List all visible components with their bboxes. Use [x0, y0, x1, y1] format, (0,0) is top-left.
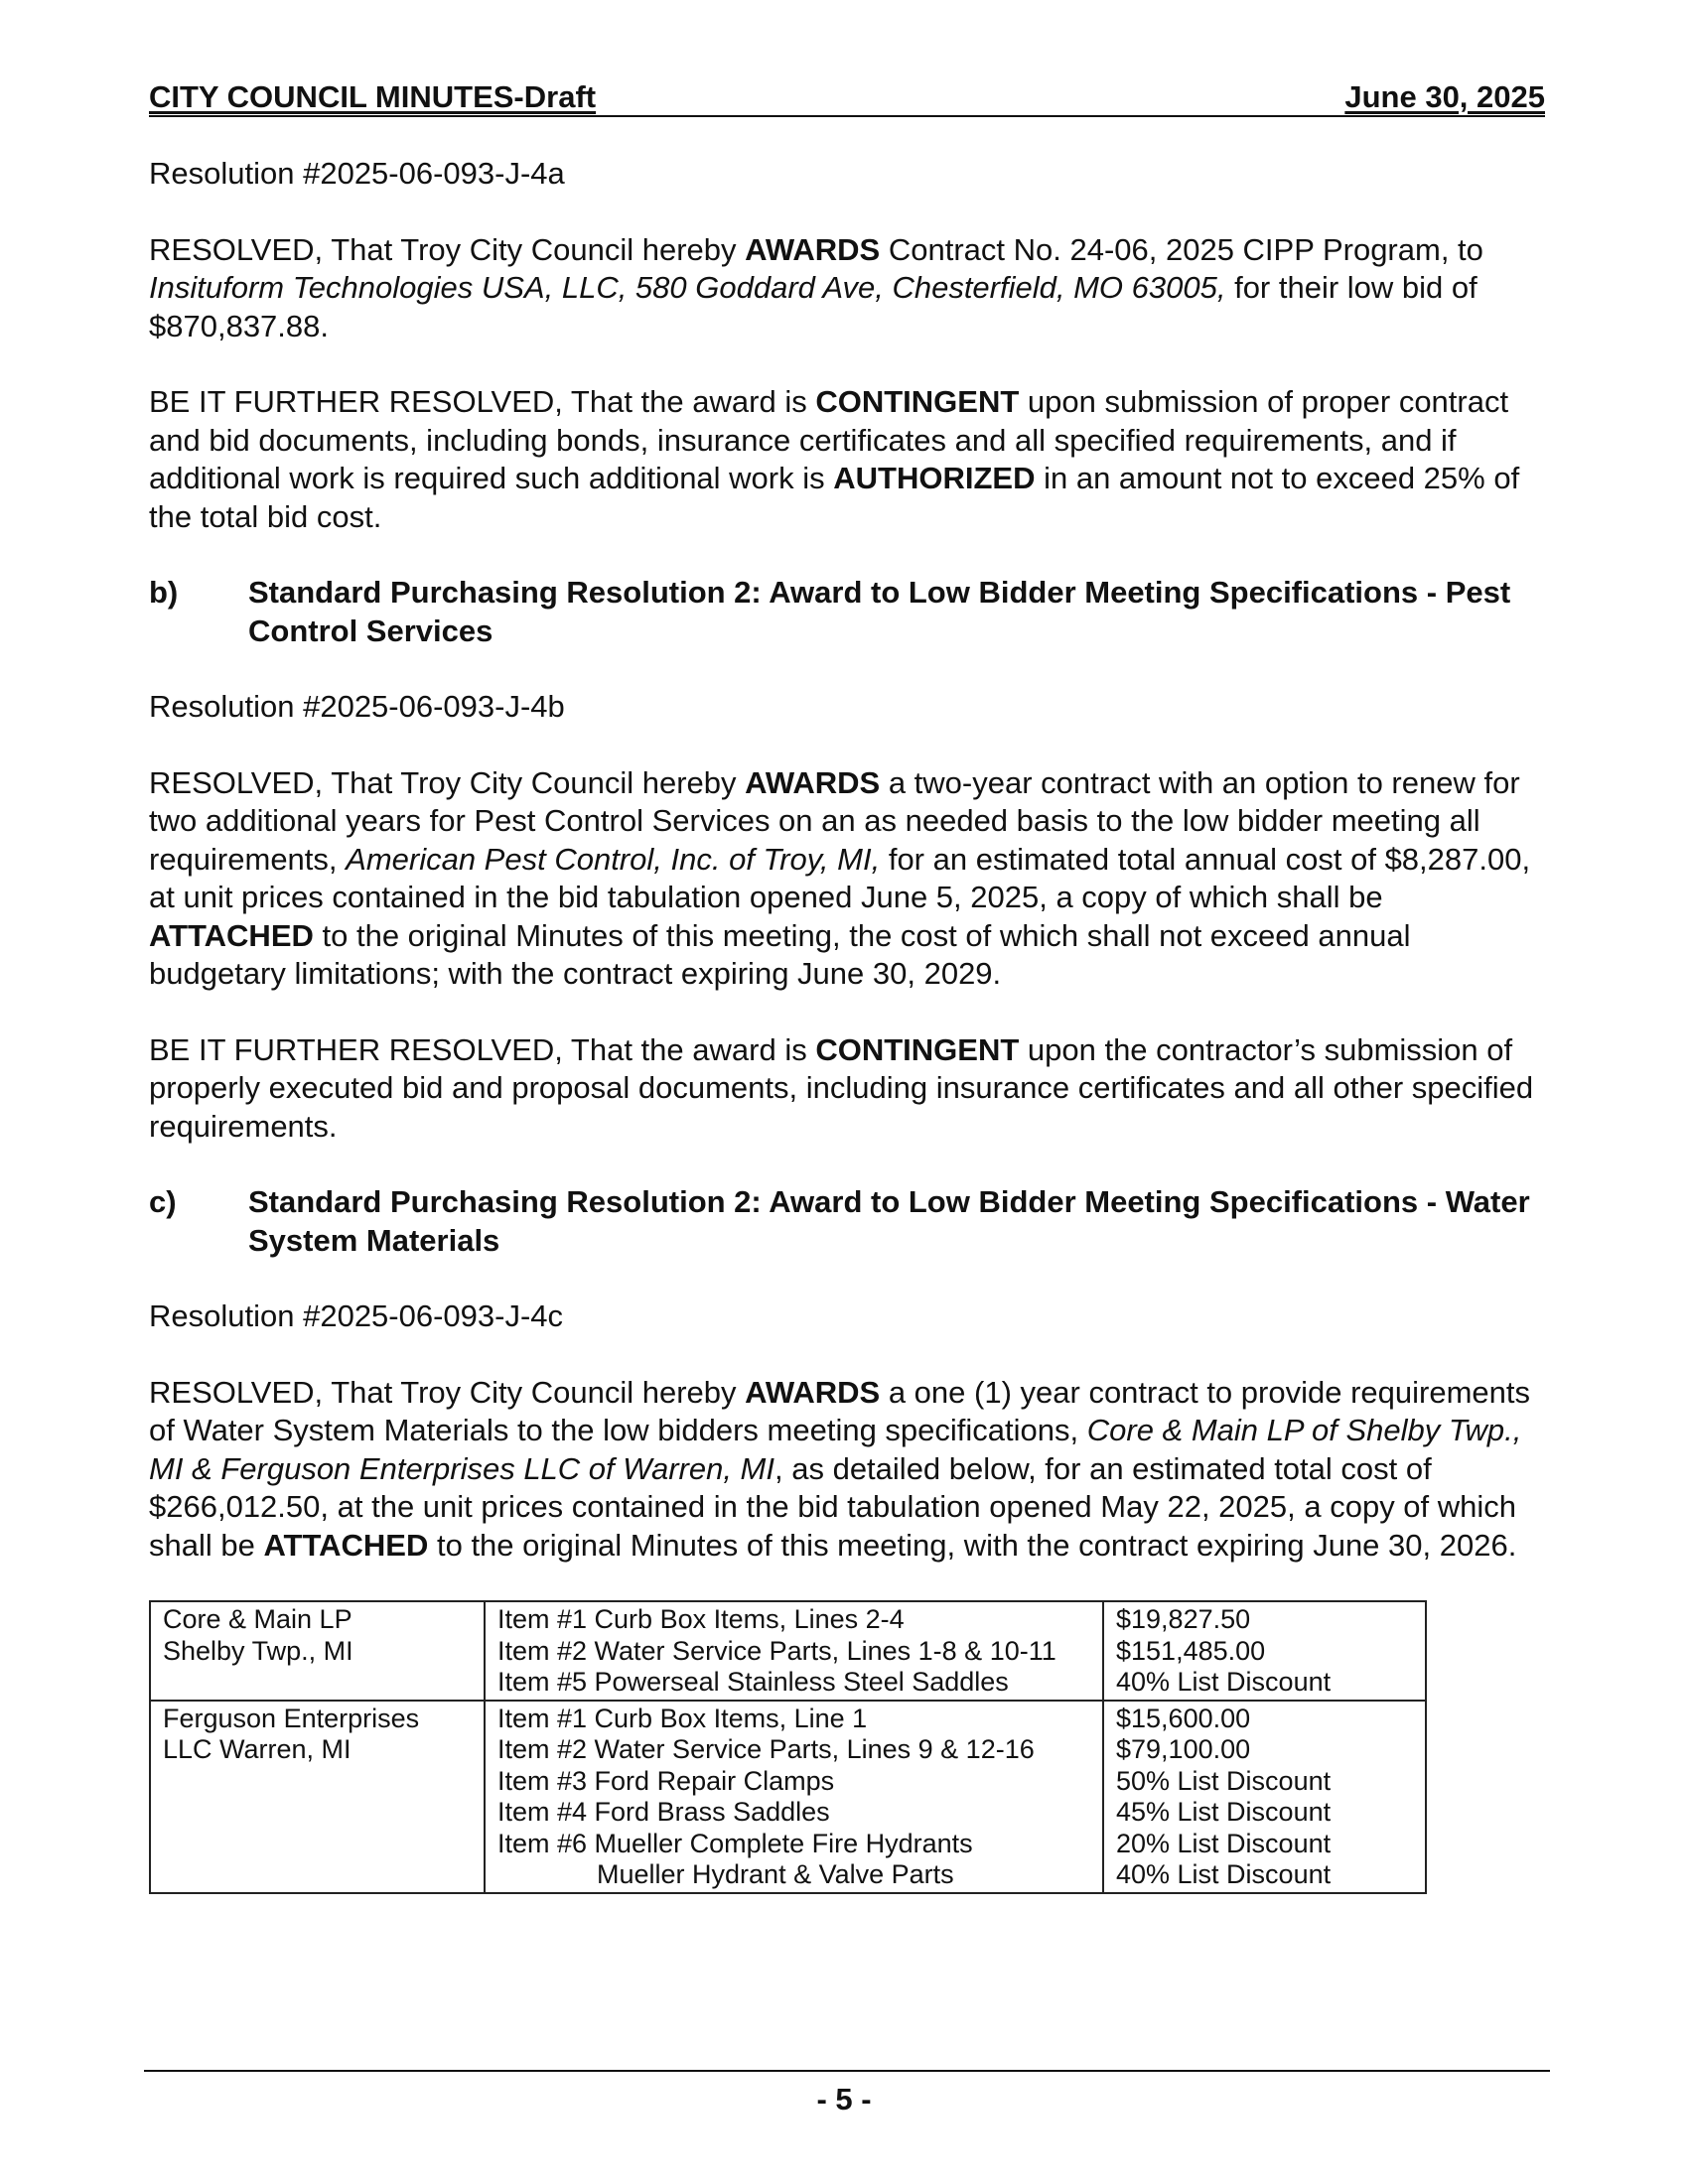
amount-line: $79,100.00 — [1116, 1734, 1251, 1764]
text-run: , as detailed below, for an estimated total cost of $266,012.50, at the unit prices contained in the bid tabulation opened May 22, 2025, a copy of which shall be — [149, 1450, 1517, 1563]
item-line: Item #5 Powerseal Stainless Steel Saddles — [497, 1667, 1009, 1697]
text-run: RESOLVED, That Troy City Council hereby — [149, 1374, 746, 1410]
table-row — [150, 1701, 1426, 1893]
vendor-line: Core & Main LP — [163, 1604, 352, 1634]
amount-line: 50% List Discount — [1116, 1765, 1332, 1796]
emphasis-awards: AWARDS — [745, 764, 881, 800]
emphasis-contingent: CONTINGENT — [815, 1031, 1020, 1067]
section-heading-b — [149, 574, 1551, 650]
text-run: for their low bid of $870,837.88. — [149, 270, 1477, 343]
document-body — [149, 155, 1551, 1894]
text-run: BE IT FURTHER RESOLVED, That the award is — [149, 384, 816, 419]
emphasis-contingent: CONTINGENT — [815, 384, 1020, 419]
amount-line: 45% List Discount — [1116, 1797, 1332, 1827]
emphasis-attached: ATTACHED — [149, 917, 314, 953]
text-run: BE IT FURTHER RESOLVED, That the award is — [149, 1031, 816, 1067]
amount-line: 40% List Discount — [1116, 1667, 1332, 1697]
amount-line: $15,600.00 — [1116, 1703, 1251, 1733]
page-header — [149, 79, 1545, 117]
page-number: - 5 - — [816, 2082, 872, 2116]
section-heading-c — [149, 1183, 1551, 1260]
item-line: Item #4 Ford Brass Saddles — [497, 1797, 830, 1827]
item-line: Item #2 Water Service Parts, Lines 1-8 & 10-11 — [497, 1635, 1056, 1666]
emphasis-awards: AWARDS — [745, 231, 881, 267]
amounts-cell — [1103, 1701, 1426, 1893]
resolution-b-further — [149, 1031, 1551, 1147]
header-date: June 30, 2025 — [1344, 79, 1545, 114]
text-run: a two-year contract with an option to renew for two additional years for Pest Control Services on an as needed basis to the low bidder meeting all requirements, — [149, 764, 1520, 877]
item-line: Item #1 Curb Box Items, Line 1 — [497, 1703, 868, 1733]
footer-rule — [144, 2070, 1550, 2072]
resolution-b-resolved — [149, 764, 1551, 994]
text-run: upon submission of proper contract and bid documents, including bonds, insurance certificates and all specified requirements, and if additional work is required such additional work is — [149, 384, 1509, 495]
resolution-number-b: Resolution #2025-06-093-J-4b — [149, 689, 565, 724]
contractor-names: Core & Main LP of Shelby Twp., MI & Ferguson Enterprises LLC of Warren, MI — [149, 1413, 1522, 1486]
vendor-line: Shelby Twp., MI — [163, 1635, 353, 1666]
item-line: Item #3 Ford Repair Clamps — [497, 1765, 835, 1796]
text-run: in an amount not to exceed 25% of the total bid cost. — [149, 461, 1520, 534]
amount-line: $151,485.00 — [1116, 1635, 1266, 1666]
text-run: a one (1) year contract to provide requirements of Water System Materials to the low bidders meeting specifications, — [149, 1374, 1530, 1447]
section-letter: b) — [149, 575, 179, 610]
items-cell — [485, 1701, 1103, 1893]
text-run: to the original Minutes of this meeting, with the contract expiring June 30, 2026. — [428, 1527, 1517, 1563]
resolution-c-resolved — [149, 1374, 1551, 1566]
text-run: for an estimated total annual cost of $8,287.00, at unit prices contained in the bid tabulation opened June 5, 2025, a copy of which shall be — [149, 841, 1531, 914]
emphasis-authorized: AUTHORIZED — [833, 461, 1036, 495]
award-table — [149, 1600, 1427, 1894]
section-title: Standard Purchasing Resolution 2: Award to Low Bidder Meeting Specifications - Pest Control Services — [248, 575, 1511, 648]
text-run: Contract No. 24-06, 2025 CIPP Program, to — [880, 231, 1483, 267]
amount-line: $19,827.50 — [1116, 1604, 1251, 1634]
section-letter: c) — [149, 1184, 177, 1219]
amounts-cell — [1103, 1601, 1426, 1701]
header-title: CITY COUNCIL MINUTES-Draft — [149, 79, 597, 114]
vendor-line: LLC Warren, MI — [163, 1734, 352, 1764]
emphasis-awards: AWARDS — [745, 1374, 881, 1410]
amount-line: 20% List Discount — [1116, 1828, 1332, 1858]
emphasis-attached: ATTACHED — [263, 1527, 429, 1563]
vendor-cell — [150, 1701, 485, 1893]
text-run: to the original Minutes of this meeting, the cost of which shall not exceed annual budgetary limitations; with the contract expiring June 30, 2029. — [149, 917, 1411, 991]
vendor-line: Ferguson Enterprises — [163, 1703, 420, 1733]
text-run: RESOLVED, That Troy City Council hereby — [149, 764, 746, 800]
resolution-number-c: Resolution #2025-06-093-J-4c — [149, 1298, 564, 1333]
vendor-cell — [150, 1601, 485, 1701]
item-line: Mueller Hydrant & Valve Parts — [597, 1859, 954, 1889]
item-line: Item #6 Mueller Complete Fire Hydrants — [497, 1828, 973, 1858]
item-line: Item #1 Curb Box Items, Lines 2-4 — [497, 1604, 905, 1634]
text-run: upon the contractor’s submission of properly executed bid and proposal documents, including insurance certificates and all other specified requirements. — [149, 1031, 1534, 1144]
resolution-number-a: Resolution #2025-06-093-J-4a — [149, 156, 565, 191]
resolution-a-further — [149, 383, 1551, 536]
contractor-name: Insituform Technologies USA, LLC, 580 Goddard Ave, Chesterfield, MO 63005, — [149, 270, 1226, 305]
contractor-name: American Pest Control, Inc. of Troy, MI, — [346, 841, 881, 877]
table-row — [150, 1601, 1426, 1701]
resolution-a-resolved — [149, 231, 1551, 346]
section-title: Standard Purchasing Resolution 2: Award to Low Bidder Meeting Specifications - Water System Materials — [248, 1184, 1530, 1258]
text-run: RESOLVED, That Troy City Council hereby — [149, 231, 746, 267]
items-cell — [485, 1601, 1103, 1701]
amount-line: 40% List Discount — [1116, 1859, 1332, 1889]
item-line: Item #2 Water Service Parts, Lines 9 & 12-16 — [497, 1734, 1035, 1764]
